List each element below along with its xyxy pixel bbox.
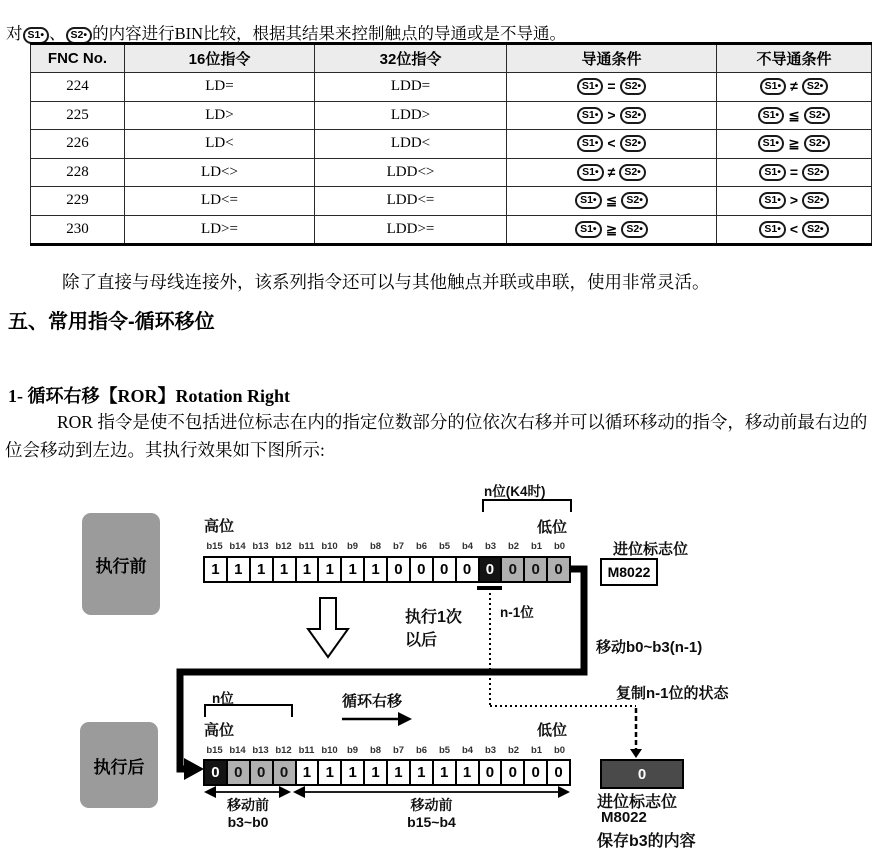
intro-paragraph	[6, 20, 566, 44]
bit-cell: 1	[363, 759, 388, 786]
comparison-operator: ≠	[790, 78, 798, 95]
comparison-operator: ≠	[607, 163, 616, 180]
s2-operand-pill: S2•	[802, 221, 829, 238]
on-condition-cell	[507, 130, 717, 159]
carry-after-label2: M8022	[601, 809, 647, 826]
table-body	[31, 73, 872, 245]
comparison-operator: ≦	[605, 192, 618, 209]
table-row	[31, 187, 872, 216]
before-bit-cells	[203, 556, 571, 583]
s1-operand-pill: S1•	[758, 135, 785, 152]
intro-suffix: 的内容进行BIN比较，根据其结果来控制触点的导通或是不导通。	[92, 23, 566, 43]
s1-operand-pill: S1•	[577, 135, 604, 152]
carry-after-label3: 保存b3的内容	[597, 833, 696, 850]
bit-label: b5	[438, 745, 451, 756]
n-minus1-label: n-1位	[500, 605, 534, 620]
bit-cell: 1	[340, 556, 365, 583]
rotation-path-line	[180, 569, 584, 769]
s2-operand-pill: S2•	[621, 192, 648, 209]
s2-operand-pill: S2•	[620, 107, 647, 124]
bit-cell: 0	[386, 556, 411, 583]
bit-cell: 1	[386, 759, 411, 786]
bit-label: b0	[553, 745, 566, 756]
bit-label: b11	[298, 745, 315, 756]
rotate-right-arrowhead	[398, 712, 412, 726]
s2-operand-pill: S2•	[66, 27, 93, 44]
move-b0-b3-label: 移动b0~b3(n-1)	[596, 639, 703, 656]
bit-label: b12	[275, 745, 292, 756]
bit-cell: 0	[546, 556, 571, 583]
inst16-cell: LD>=	[125, 215, 315, 245]
s2-operand-pill: S2•	[804, 135, 831, 152]
bit-label: b5	[438, 541, 451, 552]
span2-text: 移动前	[410, 797, 453, 813]
bit-label: b9	[346, 745, 359, 756]
on-condition-cell	[507, 101, 717, 130]
off-condition-cell	[717, 215, 872, 245]
s1-operand-pill: S1•	[759, 164, 786, 181]
s2-operand-pill: S2•	[802, 164, 829, 181]
bit-label: b0	[553, 541, 566, 552]
s1-operand-pill: S1•	[577, 107, 604, 124]
bit-cell: 0	[432, 556, 457, 583]
bit-label: b11	[298, 541, 315, 552]
bit-cell: 0	[478, 556, 503, 583]
bit-cell: 1	[340, 759, 365, 786]
bit-cell: 1	[272, 556, 297, 583]
bit-label: b14	[229, 745, 246, 756]
carry-dashed-arrowhead	[630, 749, 642, 758]
n-bits-k4-label: n位(K4时)	[484, 484, 546, 499]
s2-operand-pill: S2•	[621, 221, 648, 238]
s1-operand-pill: S1•	[759, 192, 786, 209]
comparison-operator: <	[607, 135, 616, 152]
bit-label: b13	[252, 745, 269, 756]
carry-after-label1: 进位标志位	[597, 794, 678, 811]
bit-cell: 1	[455, 759, 480, 786]
bit-cell: 1	[249, 556, 274, 583]
s2-operand-pill: S2•	[802, 78, 829, 95]
fnc-no-cell: 226	[31, 130, 125, 159]
copy-state-label: 复制n-1位的状态	[616, 685, 729, 702]
s1-operand-pill: S1•	[759, 221, 786, 238]
on-condition-cell	[507, 73, 717, 102]
bit-cell: 0	[546, 759, 571, 786]
after-once-line2: 以后	[405, 632, 438, 649]
span2-range: b15~b4	[407, 814, 456, 830]
bit-cell: 0	[249, 759, 274, 786]
bit-cell: 0	[523, 556, 548, 583]
inst32-cell: LDD<	[315, 130, 507, 159]
on-condition-cell	[507, 187, 717, 216]
bit-label: b15	[206, 541, 223, 552]
comparison-operator: ≧	[605, 220, 618, 237]
column-header: 16位指令	[125, 44, 315, 73]
s1-operand-pill: S1•	[577, 78, 604, 95]
bit-label: b15	[206, 745, 223, 756]
s1-operand-pill: S1•	[575, 192, 602, 209]
off-condition-cell	[717, 158, 872, 187]
bit-label: b9	[346, 541, 359, 552]
bit-label: b4	[461, 745, 474, 756]
inst16-cell: LD<>	[125, 158, 315, 187]
s1-operand-pill: S1•	[23, 27, 50, 44]
column-header: 32位指令	[315, 44, 507, 73]
s1-operand-pill: S1•	[758, 107, 785, 124]
n-bits-label-after: n位	[212, 691, 234, 706]
bit-label: b1	[530, 541, 543, 552]
bit-cell: 0	[409, 556, 434, 583]
table-row	[31, 215, 872, 245]
s2-operand-pill: S2•	[620, 135, 647, 152]
fnc-no-cell: 224	[31, 73, 125, 102]
inst16-cell: LD=	[125, 73, 315, 102]
carry-flag-result-box: 0	[600, 759, 684, 789]
s2-operand-pill: S2•	[619, 164, 646, 181]
fnc-no-cell: 230	[31, 215, 125, 245]
off-condition-cell	[717, 73, 872, 102]
off-condition-cell	[717, 130, 872, 159]
inst32-cell: LDD>	[315, 101, 507, 130]
bit-label: b2	[507, 541, 520, 552]
bit-cell: 0	[455, 556, 480, 583]
bit-label: b14	[229, 541, 246, 552]
after-once-line1: 执行1次	[405, 609, 462, 626]
section-heading: 五、常用指令-循环移位	[8, 311, 215, 333]
off-condition-cell	[717, 101, 872, 130]
bit-cell: 1	[432, 759, 457, 786]
bit-label: b13	[252, 541, 269, 552]
low-bits-label-before: 低位	[537, 519, 568, 536]
table-row	[31, 73, 872, 102]
inst16-cell: LD<	[125, 130, 315, 159]
inst16-cell: LD<=	[125, 187, 315, 216]
after-once-label	[405, 606, 462, 652]
s1-operand-pill: S1•	[575, 221, 602, 238]
bit-cell: 1	[203, 556, 228, 583]
on-condition-cell	[507, 215, 717, 245]
span1-text: 移动前	[227, 797, 269, 813]
s2-operand-pill: S2•	[804, 107, 831, 124]
bit-label: b3	[484, 541, 497, 552]
bit-cell: 0	[500, 759, 525, 786]
comparison-operator: =	[789, 163, 799, 180]
s2-operand-pill: S2•	[802, 192, 829, 209]
exec-before-box: 执行前	[82, 513, 160, 615]
comparison-operator: <	[789, 220, 799, 237]
carry-flag-label-before: 进位标志位	[613, 541, 689, 558]
bit-cell: 1	[295, 556, 320, 583]
inst32-cell: LDD<>	[315, 158, 507, 187]
bit-cell: 1	[295, 759, 320, 786]
column-header: FNC No.	[31, 44, 125, 73]
bit-cell: 1	[317, 759, 342, 786]
low-bits-label-after: 低位	[537, 722, 568, 739]
inst32-cell: LDD>=	[315, 215, 507, 245]
column-header: 不导通条件	[717, 44, 872, 73]
on-condition-cell	[507, 158, 717, 187]
table-row	[31, 158, 872, 187]
bit-label: b6	[415, 745, 428, 756]
comparison-operator: =	[607, 78, 616, 95]
paragraph-after-table: 除了直接与母线连接外，该系列指令还可以与其他触点并联或串联，使用非常灵活。	[62, 271, 710, 292]
intro-separator: 、	[49, 23, 66, 43]
intro-prefix: 对	[6, 23, 23, 43]
bit-label: b10	[321, 541, 338, 552]
bit-cell: 0	[478, 759, 503, 786]
n-bits-bracket-before	[483, 500, 571, 512]
span1-range: b3~b0	[227, 814, 269, 830]
high-bits-label-after: 高位	[204, 722, 235, 739]
bit-cell: 1	[226, 556, 251, 583]
rotate-right-label: 循环右移	[342, 693, 403, 710]
s1-operand-pill: S1•	[760, 78, 787, 95]
span-label-b3-b0	[203, 797, 293, 831]
bit-label: b12	[275, 541, 292, 552]
bit-label: b7	[392, 745, 405, 756]
bit-label: b8	[369, 541, 382, 552]
table-row	[31, 130, 872, 159]
bit-label: b4	[461, 541, 474, 552]
bit-cell: 0	[272, 759, 297, 786]
table-row	[31, 101, 872, 130]
bit-cell: 0	[203, 759, 228, 786]
bit-label: b7	[392, 541, 405, 552]
bit-cell: 0	[523, 759, 548, 786]
bit-cell: 0	[226, 759, 251, 786]
fnc-no-cell: 229	[31, 187, 125, 216]
bit-label: b2	[507, 745, 520, 756]
bit-label: b1	[530, 745, 543, 756]
after-bit-labels	[203, 745, 571, 756]
table-header-row	[31, 44, 872, 73]
bit-label: b10	[321, 745, 338, 756]
carry-flag-box-m8022: M8022	[600, 558, 658, 586]
s1-operand-pill: S1•	[577, 164, 604, 181]
ror-description: ROR 指令是使不包括进位标志在内的指定位数部分的位依次右移并可以循环移动的指令，移动前最右边的位会移动到左边。其执行效果如下图所示:	[5, 412, 868, 460]
before-bit-labels	[203, 541, 571, 552]
bit-cell: 1	[363, 556, 388, 583]
span-label-b15-b4	[293, 797, 570, 831]
fnc-no-cell: 228	[31, 158, 125, 187]
inst16-cell: LD>	[125, 101, 315, 130]
comparison-operator: >	[789, 192, 799, 209]
s2-operand-pill: S2•	[620, 78, 647, 95]
execute-down-arrow	[308, 598, 348, 657]
fnc-compare-table	[30, 42, 872, 246]
high-bits-label-before: 高位	[204, 518, 235, 535]
bit-label: b8	[369, 745, 382, 756]
rotation-path-arrowhead	[184, 758, 204, 780]
inst32-cell: LDD<=	[315, 187, 507, 216]
bit-label: b6	[415, 541, 428, 552]
bit-cell: 0	[500, 556, 525, 583]
bit-cell: 1	[317, 556, 342, 583]
exec-after-box: 执行后	[80, 722, 158, 808]
column-header: 导通条件	[507, 44, 717, 73]
fnc-no-cell: 225	[31, 101, 125, 130]
bit-cell: 1	[409, 759, 434, 786]
bit-label: b3	[484, 745, 497, 756]
subsection-heading: 1- 循环右移【ROR】Rotation Right	[8, 386, 290, 406]
comparison-operator: ≦	[788, 106, 800, 123]
after-bit-cells	[203, 759, 571, 786]
comparison-operator: ≧	[788, 135, 800, 152]
off-condition-cell	[717, 187, 872, 216]
inst32-cell: LDD=	[315, 73, 507, 102]
comparison-operator: >	[607, 106, 616, 123]
